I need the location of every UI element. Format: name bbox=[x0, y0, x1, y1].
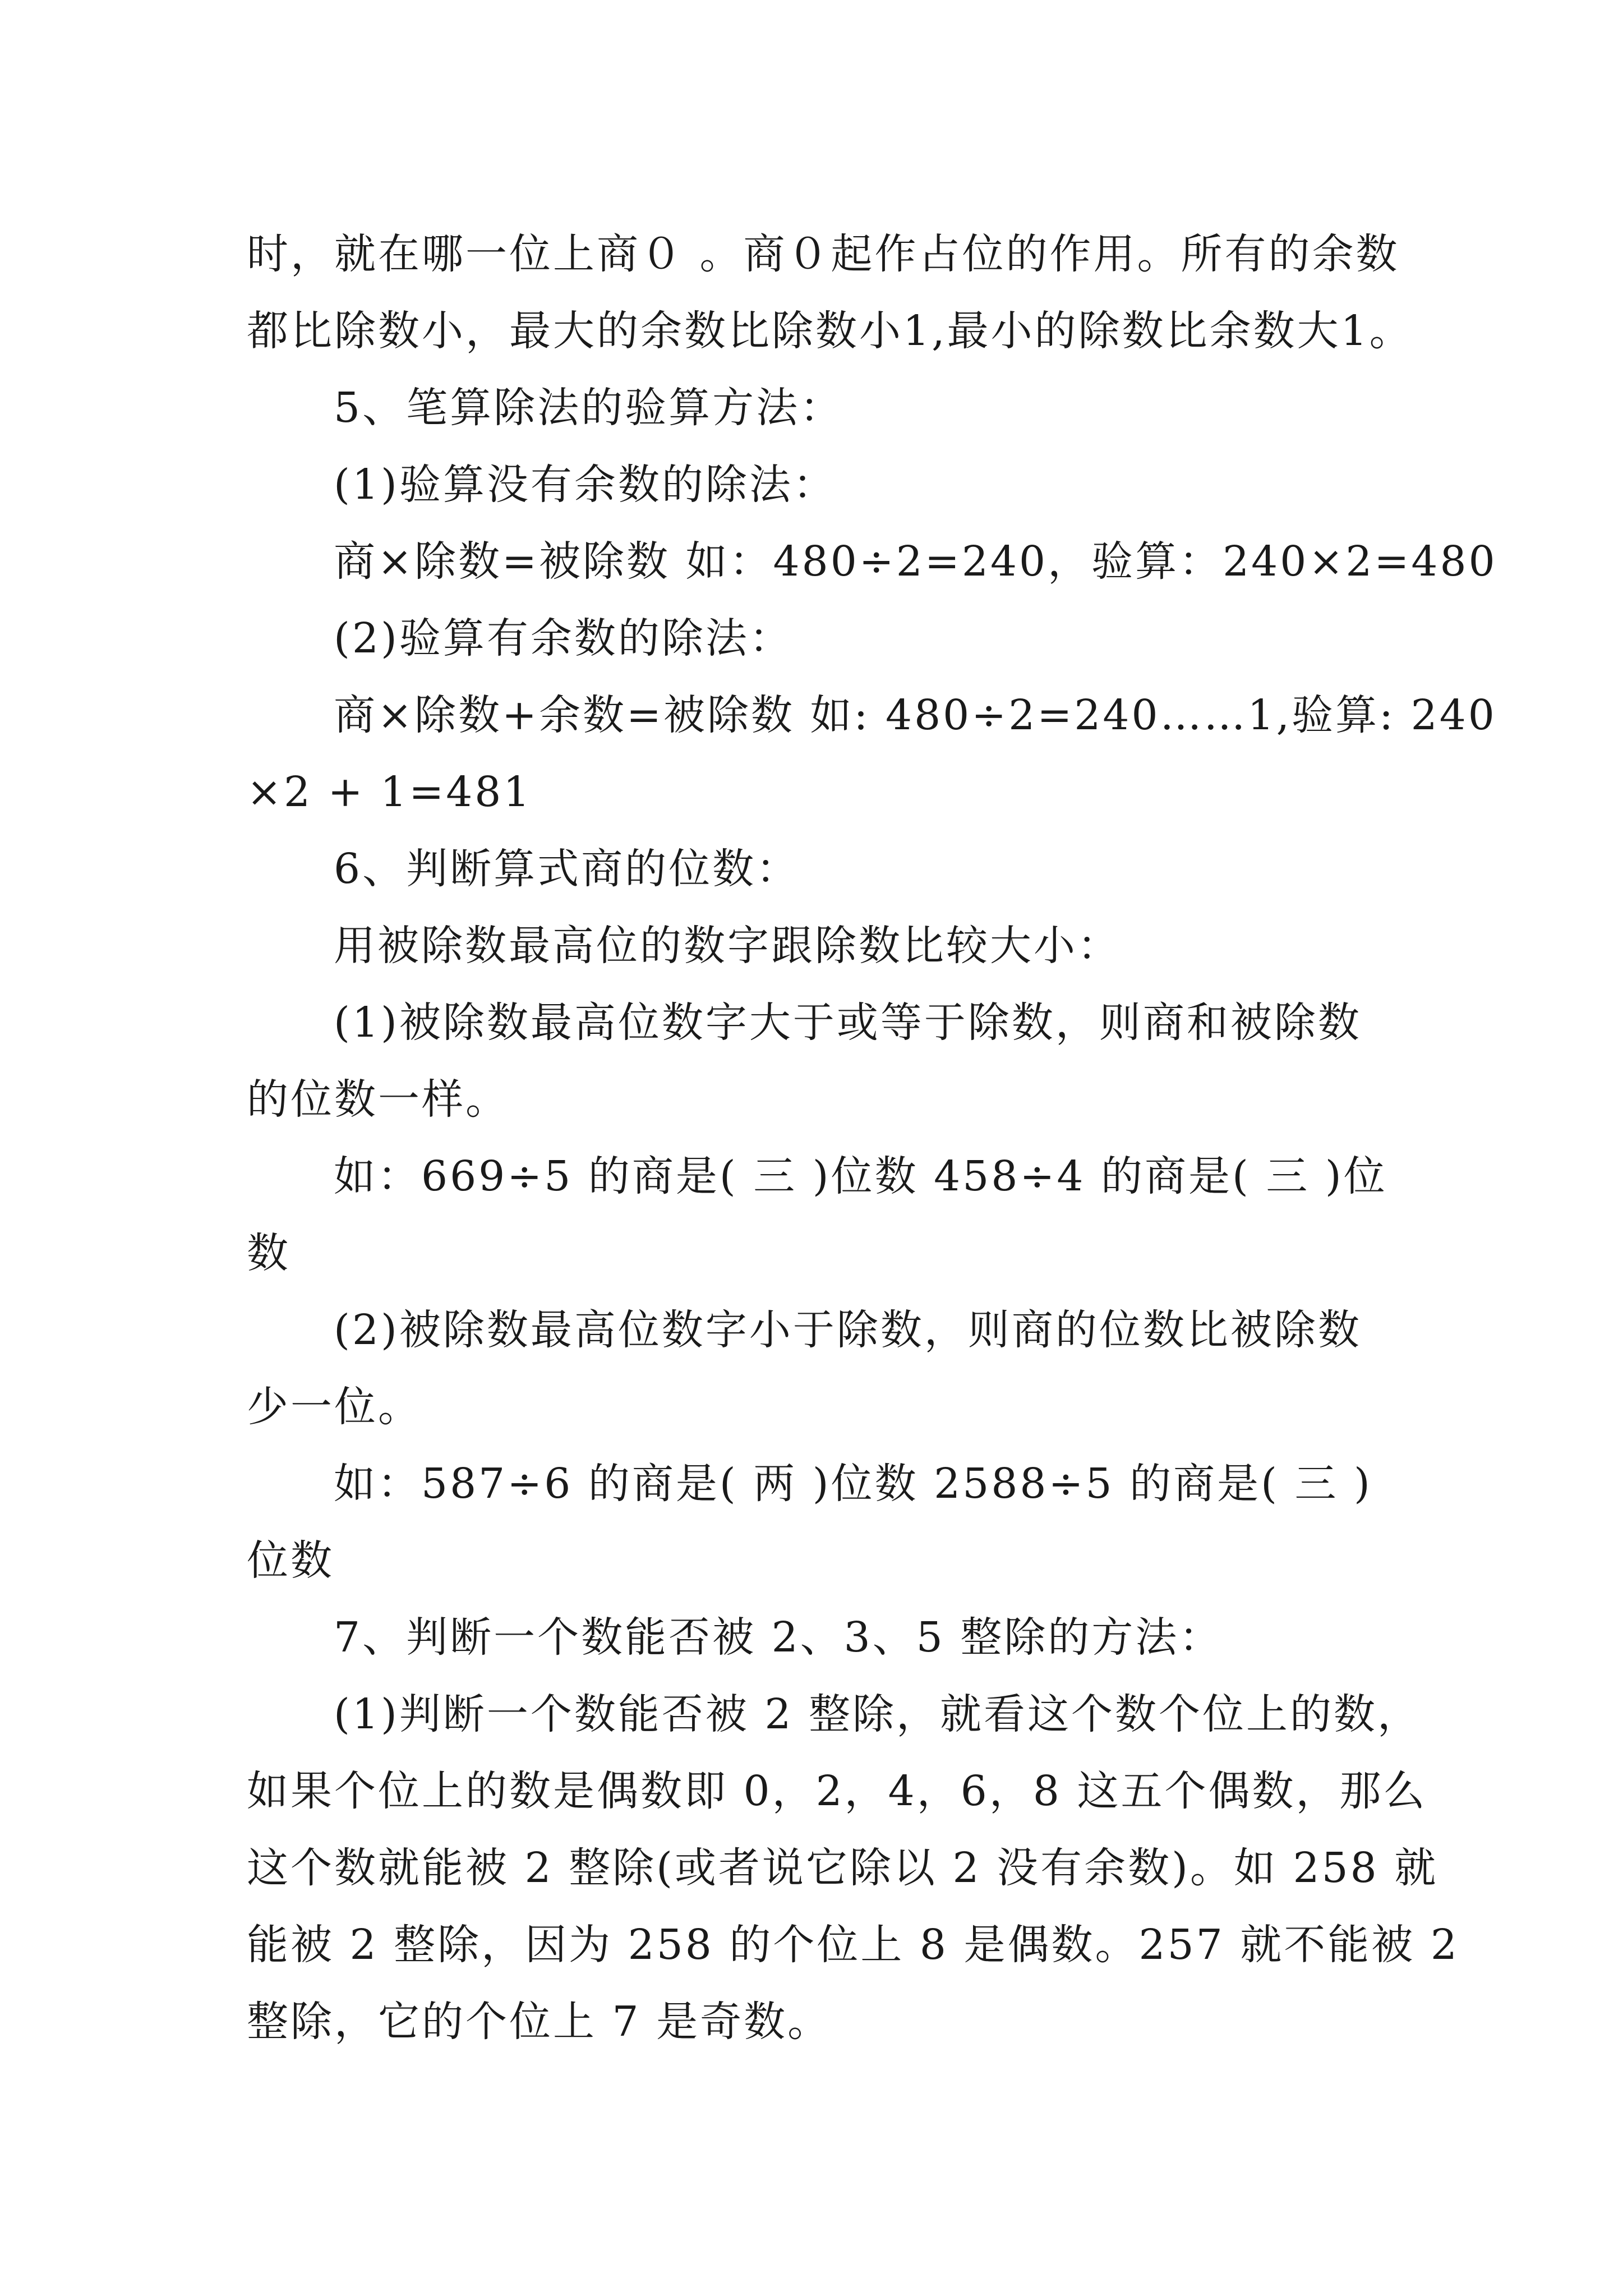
text-line: 7、判断一个数能否被 2、3、5 整除的方法： bbox=[334, 1613, 1223, 1662]
text-line: 这个数就能被 2 整除(或者说它除以 2 没有余数)。如 258 就 bbox=[247, 1844, 1438, 1892]
text-line: 少一位。 bbox=[247, 1383, 422, 1431]
text-line: ×2 + 1=481 bbox=[247, 768, 532, 816]
document-body bbox=[247, 216, 1497, 2060]
text-line: 能被 2 整除，因为 258 的个位上 8 是偶数。257 就不能被 2 bbox=[247, 1921, 1459, 1969]
text-line: 用被除数最高位的数字跟除数比较大小： bbox=[334, 922, 1121, 970]
text-line: (1)判断一个数能否被 2 整除，就看这个数个位上的数， bbox=[334, 1690, 1421, 1738]
text-line: (1)验算没有余数的除法： bbox=[334, 461, 837, 509]
text-line: (2)验算有余数的除法： bbox=[334, 614, 793, 662]
text-line: 都比除数小，最大的余数比除数小1,最小的除数比余数大1。 bbox=[247, 307, 1413, 355]
text-line: 的位数一样。 bbox=[247, 1075, 509, 1124]
text-line: 商×除数+余数=被除数 如: 480÷2=240……1,验算: 240 bbox=[334, 691, 1497, 739]
text-line: 5、笔算除法的验算方法： bbox=[334, 384, 844, 432]
text-line: 如果个位上的数是偶数即 0，2，4，6，8 这五个偶数，那么 bbox=[247, 1767, 1427, 1815]
text-line: 时，就在哪一位上商０ 。商０起作占位的作用。所有的余数 bbox=[247, 230, 1400, 278]
text-line: (2)被除数最高位数字小于除数，则商的位数比被除数 bbox=[334, 1306, 1362, 1354]
text-line: (1)被除数最高位数字大于或等于除数，则商和被除数 bbox=[334, 999, 1362, 1047]
text-line: 如：669÷5 的商是( 三 )位数 458÷4 的商是( 三 )位 bbox=[334, 1152, 1387, 1200]
text-line: 如：587÷6 的商是( 两 )位数 2588÷5 的商是( 三 ) bbox=[334, 1460, 1372, 1508]
text-line: 整除，它的个位上 7 是奇数。 bbox=[247, 1998, 832, 2046]
text-line: 6、判断算式商的位数： bbox=[334, 845, 800, 893]
text-line: 数 bbox=[247, 1229, 291, 1277]
text-line: 位数 bbox=[247, 1536, 334, 1585]
text-line: 商×除数=被除数 如：480÷2=240，验算：240×2=480 bbox=[334, 537, 1497, 586]
